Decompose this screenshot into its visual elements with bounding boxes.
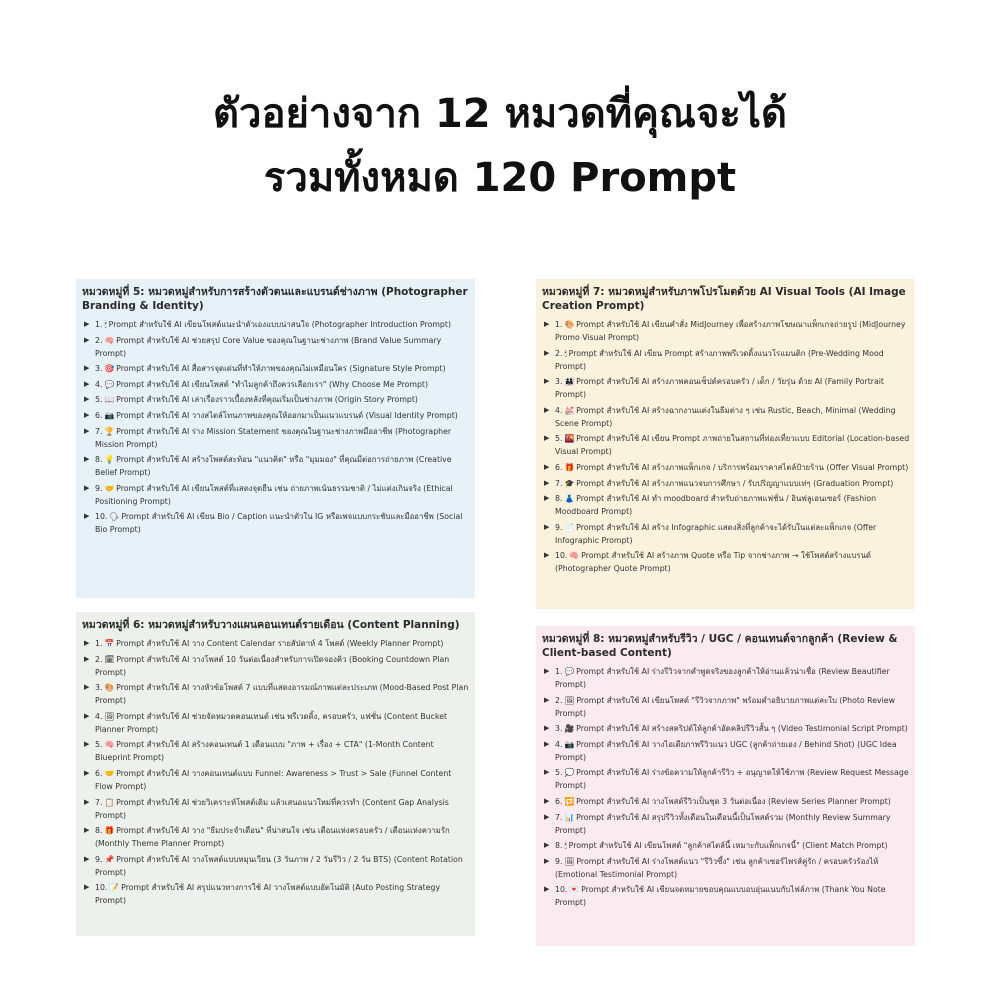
caret-right-icon[interactable]: ▶: [544, 494, 550, 503]
item-number: 1.: [95, 639, 103, 648]
toggle-list-item[interactable]: [80, 653, 471, 679]
item-number: 5.: [555, 768, 563, 778]
item-emoji-icon: 📅: [104, 639, 115, 648]
item-label: Prompt สำหรับใช้ AI วางโพสต์ 10 วันต่อเนื่องสำหรับการเปิดจองคิว (Booking Countdown Plan Prompt): [95, 654, 450, 677]
item-emoji-icon: 🏆: [104, 426, 115, 436]
item-label: Prompt สำหรับใช้ AI เขียนโพสต์ "รีวิวจากภาพ" พร้อมคำอธิบายภาพแต่ละใบ (Photo Review Prompt): [555, 695, 895, 718]
caret-right-icon[interactable]: ▶: [544, 377, 550, 386]
item-number: 1.: [95, 320, 103, 329]
item-number: 3.: [555, 377, 563, 387]
item-text: [95, 767, 471, 793]
caret-right-icon[interactable]: ▶: [84, 711, 90, 720]
category-title: หมวดหมู่ที่ 6: หมวดหมู่สำหรับวางแผนคอนเทนต์รายเดือน (Content Planning): [82, 619, 460, 631]
item-number: 10.: [95, 883, 108, 893]
headline-line-1: ตัวอย่างจาก 12 หมวดที่คุณจะได้: [213, 91, 787, 137]
toggle-list-item[interactable]: [540, 883, 911, 909]
item-text: [95, 425, 471, 451]
toggle-list-item[interactable]: [540, 477, 911, 490]
item-text: [95, 362, 471, 375]
item-text: [555, 492, 911, 518]
caret-right-icon[interactable]: ▶: [84, 426, 90, 435]
toggle-list-item[interactable]: [540, 549, 911, 575]
toggle-list-item[interactable]: [540, 432, 911, 458]
item-text: [555, 461, 911, 474]
item-label: Prompt สำหรับใช้ AI ร่าง Mission Statement ของคุณในฐานะช่างภาพมืออาชีพ (Photographer Mission Prompt): [95, 426, 452, 449]
toggle-list-item[interactable]: [80, 637, 471, 650]
item-text: [555, 404, 911, 430]
item-label: Prompt สำหรับใช้ AI เขียน Prompt สร้างภาพพรีเวดดิ้งแนวโรแมนติก (Pre-Wedding Mood Prompt): [555, 348, 884, 371]
item-emoji-icon: 💡: [104, 455, 115, 465]
item-text: [95, 393, 471, 406]
caret-right-icon[interactable]: ▶: [84, 512, 90, 521]
toggle-list-item[interactable]: [80, 482, 471, 508]
caret-right-icon[interactable]: ▶: [544, 348, 550, 357]
item-text: [95, 824, 471, 850]
toggle-list-item[interactable]: [80, 510, 471, 536]
item-number: 2.: [95, 335, 103, 345]
category-title: หมวดหมู่ที่ 8: หมวดหมู่สำหรับรีวิว / UGC / คอนเทนต์จากลูกค้า (Review & Client-based Content): [542, 633, 898, 659]
caret-right-icon[interactable]: ▶: [544, 885, 550, 894]
item-text: [555, 549, 911, 575]
item-emoji-icon: 🎥: [564, 724, 575, 734]
item-number: 7.: [95, 426, 103, 436]
item-label: Prompt สำหรับใช้ AI เขียนโพสต์ "ลูกค้าสไตล์นี้ เหมาะกับแพ็กเกจนี้" (Client Match Prompt): [568, 841, 888, 851]
item-label: Prompt สำหรับใช้ AI ทำ moodboard สำหรับถ่ายภาพแฟชั่น / อินฟลูเอนเซอร์ (Fashion Moodboard Prompt): [555, 494, 877, 517]
caret-right-icon[interactable]: ▶: [84, 826, 90, 835]
item-number: 4.: [555, 405, 563, 415]
item-text: [95, 637, 471, 650]
item-label: Prompt สำหรับใช้ AI สร้างภาพคอนเซ็ปต์ครอบครัว / เด็ก / วัยรุ่น ด้วย AI (Family Portrait Prompt): [555, 377, 884, 400]
item-number: 9.: [555, 522, 563, 532]
item-emoji-icon: 🎁: [104, 826, 115, 836]
item-emoji-icon: 🖼: [564, 695, 575, 705]
item-number: 2.: [95, 654, 103, 664]
item-label: Prompt สำหรับใช้ AI สรุปแนวทางการใช้ AI วางโพสต์แบบอัตโนมัติ (Auto Posting Strategy Prompt): [95, 883, 441, 906]
toggle-list-item[interactable]: [80, 767, 471, 793]
toggle-list-item[interactable]: [540, 347, 911, 373]
item-text: [95, 738, 471, 764]
item-emoji-icon: 🔁: [564, 796, 575, 806]
caret-right-icon[interactable]: ▶: [84, 483, 90, 492]
item-emoji-icon: 📝: [109, 883, 120, 893]
item-text: [555, 738, 911, 764]
toggle-list-item[interactable]: [80, 334, 471, 360]
toggle-list-item[interactable]: [540, 811, 911, 837]
caret-right-icon[interactable]: ▶: [544, 478, 550, 487]
item-emoji-icon: 🕯: [564, 348, 567, 358]
caret-right-icon[interactable]: ▶: [84, 320, 90, 328]
item-number: 10.: [555, 885, 568, 895]
toggle-list-item[interactable]: [80, 378, 471, 391]
item-number: 8.: [555, 841, 563, 851]
caret-right-icon[interactable]: ▶: [544, 739, 550, 748]
item-label: Prompt สำหรับใช้ AI เขียนคำสั่ง MidJourney เพื่อสร้างภาพโฆษณาแพ็กเกจถ่ายรูป (MidJourney Promo Visual Prompt): [555, 320, 906, 342]
item-label: Prompt สำหรับใช้ AI วาง "ธีมประจำเดือน" ที่น่าสนใจ เช่น เดือนแห่งครอบครัว / เดือนแห่งความรัก (Monthly Theme Planner Prompt): [95, 826, 450, 849]
item-emoji-icon: 🧠: [104, 740, 115, 750]
item-text: [95, 710, 471, 736]
item-number: 9.: [555, 856, 563, 866]
toggle-list-item[interactable]: [80, 796, 471, 822]
item-text: [555, 521, 911, 547]
caret-right-icon[interactable]: ▶: [84, 455, 90, 464]
item-label: Prompt สำหรับใช้ AI เขียนโพสต์ "ทำไมลูกค้าถึงควรเลือกเรา" (Why Choose Me Prompt): [116, 379, 429, 389]
item-label: Prompt สำหรับใช้ AI เขียนโพสต์ที่แสดงจุดยืน เช่น ถ่ายภาพเน้นธรรมชาติ / ไม่แต่งเกินจริง (Ethical Positioning Prompt): [95, 483, 453, 506]
item-text: [95, 853, 471, 879]
item-number: 6.: [555, 796, 563, 806]
item-number: 7.: [555, 812, 563, 822]
item-emoji-icon: 📄: [564, 522, 575, 532]
toggle-list-item[interactable]: [540, 855, 911, 881]
item-text: [95, 378, 471, 391]
item-text: [555, 811, 911, 837]
item-number: 4.: [95, 379, 103, 389]
item-text: [95, 453, 471, 479]
toggle-list-item[interactable]: [80, 681, 471, 707]
item-number: 2.: [555, 348, 563, 358]
caret-right-icon[interactable]: ▶: [84, 379, 90, 388]
caret-right-icon[interactable]: ▶: [544, 522, 550, 531]
item-text: [555, 883, 911, 909]
item-number: 3.: [95, 683, 103, 693]
item-label: Prompt สำหรับใช้ AI สร้างภาพ Quote หรือ Tip จากช่างภาพ → ใช้โพสต์สร้างแบรนด์ (Photographer Quote Prompt): [555, 551, 871, 574]
toggle-list-item[interactable]: [540, 795, 911, 808]
category-card: [536, 279, 915, 609]
category-card: [76, 612, 475, 936]
item-label: Prompt สำหรับใช้ AI สื่อสารจุดเด่นที่ทำให้ภาพของคุณไม่เหมือนใคร (Signature Style Prompt): [116, 364, 446, 374]
item-emoji-icon: 📌: [104, 854, 115, 864]
caret-right-icon[interactable]: ▶: [544, 724, 550, 733]
item-emoji-icon: 👨‍👩‍👧: [564, 377, 575, 387]
item-number: 4.: [555, 739, 563, 749]
item-label: Prompt สำหรับใช้ AI ร่างข้อความให้ลูกค้ารีวิว + อนุญาตให้ใช้ภาพ (Review Request Message Prompt): [555, 768, 909, 791]
item-emoji-icon: 🖼: [564, 856, 575, 866]
item-number: 7.: [555, 478, 563, 488]
caret-right-icon[interactable]: ▶: [84, 654, 90, 663]
caret-right-icon[interactable]: ▶: [544, 841, 550, 850]
item-text: [95, 482, 471, 508]
item-label: Prompt สำหรับใช้ AI เขียนจดหมายขอบคุณแบบอบอุ่นแนบกับไฟล์ภาพ (Thank You Note Prompt): [555, 885, 886, 908]
toggle-list-item[interactable]: [540, 404, 911, 430]
item-number: 5.: [95, 740, 103, 750]
item-emoji-icon: 👗: [564, 494, 575, 504]
item-label: Prompt สำหรับใช้ AI วางสไตล์โทนภาพของคุณให้ออกมาเป็นแนวแบรนด์ (Visual Identity Prompt): [116, 410, 458, 420]
toggle-list-item[interactable]: [80, 318, 471, 331]
category-card: [536, 626, 915, 946]
caret-right-icon[interactable]: ▶: [84, 854, 90, 863]
item-text: [555, 855, 911, 881]
toggle-list-item[interactable]: [540, 665, 911, 691]
item-label: Prompt สำหรับใช้ AI สร้าง Infographic แสดงสิ่งที่ลูกค้าจะได้รับในแต่ละแพ็กเกจ (Offer Infographic Prompt): [555, 522, 877, 545]
item-number: 8.: [95, 455, 103, 465]
item-emoji-icon: 🎨: [104, 683, 115, 693]
item-number: 5.: [555, 434, 563, 444]
item-text: [95, 796, 471, 822]
caret-right-icon[interactable]: ▶: [544, 434, 550, 443]
item-text: [95, 653, 471, 679]
item-text: [95, 318, 471, 331]
toggle-list-item[interactable]: [540, 461, 911, 474]
caret-right-icon[interactable]: ▶: [84, 883, 90, 892]
caret-right-icon[interactable]: ▶: [544, 768, 550, 777]
item-label: Prompt สำหรับใช้ AI สรุปรีวิวทั้งเดือนในเดือนนี้เป็นโพสต์รวม (Monthly Review Summary Prompt): [555, 812, 891, 835]
item-text: [95, 409, 471, 422]
caret-right-icon[interactable]: ▶: [544, 551, 550, 560]
item-text: [555, 347, 911, 373]
caret-right-icon[interactable]: ▶: [84, 797, 90, 806]
item-emoji-icon: 💌: [569, 885, 580, 895]
item-emoji-icon: 💒: [564, 405, 575, 415]
item-emoji-icon: 🌇: [564, 434, 575, 444]
item-number: 6.: [555, 462, 563, 472]
toggle-list-item[interactable]: [540, 375, 911, 401]
item-emoji-icon: 🎓: [564, 478, 575, 488]
item-emoji-icon: 🎁: [564, 462, 575, 472]
item-emoji-icon: 💭: [564, 768, 575, 778]
toggle-list-item[interactable]: [80, 453, 471, 479]
item-number: 9.: [95, 854, 103, 864]
caret-right-icon[interactable]: ▶: [544, 695, 550, 704]
item-emoji-icon: 📊: [564, 812, 575, 822]
item-label: Prompt สำหรับใช้ AI สร้างสคริปต์ให้ลูกค้าอัดคลิปรีวิวสั้น ๆ (Video Testimonial Script Prompt): [576, 724, 908, 734]
item-emoji-icon: 🗓: [104, 654, 115, 664]
item-text: [555, 432, 911, 458]
item-number: 10.: [555, 551, 568, 561]
item-emoji-icon: 🎨: [564, 320, 575, 329]
item-text: [555, 375, 911, 401]
item-label: Prompt สำหรับใช้ AI วางโพสต์รีวิวเป็นชุด 3 วันต่อเนื่อง (Review Series Planner Prompt): [576, 796, 891, 806]
caret-right-icon[interactable]: ▶: [544, 405, 550, 414]
item-label: Prompt สำหรับใช้ AI เขียน Bio / Caption แนะนำตัวใน IG หรือเพจแบบกระชับและมืออาชีพ (Social Bio Prompt): [95, 512, 463, 535]
item-label: Prompt สำหรับใช้ AI สร้างภาพแนวจบการศึกษา / รับปริญญาแบบเท่ๆ (Graduation Prompt): [576, 478, 894, 488]
toggle-list-item[interactable]: [80, 710, 471, 736]
item-text: [95, 681, 471, 707]
item-emoji-icon: 💬: [104, 379, 115, 389]
item-emoji-icon: 🕯: [564, 841, 567, 851]
item-text: [555, 477, 911, 490]
item-label: Prompt สำหรับใช้ AI ช่วยจัดหมวดคอนเทนต์ เช่น พรีเวดดิ้ง, ครอบครัว, แฟชั่น (Content Bucket Planner Prompt): [95, 711, 448, 734]
item-label: Prompt สำหรับใช้ AI เขียนโพสต์แนะนำตัวเองแบบน่าสนใจ (Photographer Introduction Prompt): [108, 320, 451, 329]
item-emoji-icon: 🧠: [104, 335, 115, 345]
toggle-list-item[interactable]: [540, 839, 911, 852]
item-label: Prompt สำหรับใช้ AI ช่วยวิเคราะห์โพสต์เดิม แล้วเสนอแนวใหม่ที่ควรทำ (Content Gap Analysis Prompt): [95, 797, 449, 820]
item-text: [95, 510, 471, 536]
caret-right-icon[interactable]: ▶: [544, 856, 550, 865]
item-label: Prompt สำหรับใช้ AI สร้างโพสต์สะท้อน "แนวคิด" หรือ "มุมมอง" ที่คุณมีต่อการถ่ายภาพ (Creative Belief Prompt): [95, 455, 452, 478]
item-emoji-icon: 📷: [564, 739, 575, 749]
item-text: [555, 694, 911, 720]
item-emoji-icon: 🤝: [104, 768, 115, 778]
caret-right-icon[interactable]: ▶: [544, 796, 550, 805]
caret-right-icon[interactable]: ▶: [84, 768, 90, 777]
caret-right-icon[interactable]: ▶: [544, 667, 550, 675]
item-label: Prompt สำหรับใช้ AI วางไอเดียภาพรีวิวแนว UGC (ลูกค้าถ่ายเอง / Behind Shot) (UGC Idea Prompt): [555, 739, 897, 762]
item-number: 4.: [95, 711, 103, 721]
item-number: 5.: [95, 395, 103, 405]
item-text: [555, 318, 911, 344]
item-number: 7.: [95, 797, 103, 807]
item-number: 6.: [95, 768, 103, 778]
item-label: Prompt สำหรับใช้ AI เล่าเรื่องราวเบื้องหลังที่คุณเริ่มเป็นช่างภาพ (Origin Story Prompt): [116, 395, 418, 405]
item-label: Prompt สำหรับใช้ AI ร่างโพสต์แนว "รีวิวซึ้ง" เช่น ลูกค้าเซอร์ไพรส์คู่รัก / ครอบครัวร้องไห้ (Emotional Testimonial Prompt): [555, 856, 879, 879]
toggle-list-item[interactable]: [80, 425, 471, 451]
item-number: 8.: [555, 494, 563, 504]
caret-right-icon[interactable]: ▶: [84, 683, 90, 692]
caret-right-icon[interactable]: ▶: [544, 812, 550, 821]
item-emoji-icon: 📋: [104, 797, 115, 807]
toggle-list-item[interactable]: [540, 722, 911, 735]
toggle-list-item[interactable]: [540, 492, 911, 518]
item-number: 1.: [555, 320, 563, 329]
caret-right-icon[interactable]: ▶: [84, 364, 90, 373]
caret-right-icon[interactable]: ▶: [84, 410, 90, 419]
item-text: [95, 334, 471, 360]
headline: [0, 82, 1000, 210]
toggle-list-item[interactable]: [540, 738, 911, 764]
item-text: [555, 766, 911, 792]
item-label: Prompt สำหรับใช้ AI วางโพสต์แบบหมุนเวียน (3 วันภาพ / 2 วันรีวิว / 2 วัน BTS) (Content Rotation Prompt): [95, 854, 463, 877]
toggle-list-item[interactable]: [540, 766, 911, 792]
item-label: Prompt สำหรับใช้ AI เขียน Prompt ภาพถ่ายในสถานที่ท่องเที่ยวแบบ Editorial (Location-based Visual Prompt): [555, 434, 910, 457]
item-text: [555, 839, 911, 852]
headline-line-2: รวมทั้งหมด 120 Prompt: [263, 155, 737, 201]
toggle-list-item[interactable]: [540, 521, 911, 547]
item-text: [555, 665, 911, 691]
item-text: [95, 881, 471, 907]
item-label: Prompt สำหรับใช้ AI สร้างคอนเทนต์ 1 เดือนแบบ "ภาพ + เรื่อง + CTA" (1-Month Content Blueprint Prompt): [95, 740, 434, 763]
caret-right-icon[interactable]: ▶: [544, 320, 550, 328]
caret-right-icon[interactable]: ▶: [84, 395, 90, 404]
item-label: Prompt สำหรับใช้ AI วาง Content Calendar รายสัปดาห์ 4 โพสต์ (Weekly Planner Prompt): [116, 639, 444, 648]
category-card: [76, 279, 475, 598]
item-label: Prompt สำหรับใช้ AI ช่วยสรุป Core Value ของคุณในฐานะช่างภาพ (Brand Value Summary Prompt): [95, 335, 442, 358]
item-emoji-icon: 💬: [564, 667, 575, 676]
item-label: Prompt สำหรับใช้ AI สร้างภาพแพ็กเกจ / บริการพร้อมราคาสไตล์ป้ายร้าน (Offer Visual Prompt): [576, 462, 909, 472]
toggle-list-item[interactable]: [80, 409, 471, 422]
caret-right-icon[interactable]: ▶: [84, 740, 90, 749]
item-number: 8.: [95, 826, 103, 836]
item-number: 10.: [95, 512, 108, 522]
item-number: 6.: [95, 410, 103, 420]
toggle-list-item[interactable]: [80, 393, 471, 406]
item-number: 9.: [95, 483, 103, 493]
caret-right-icon[interactable]: ▶: [84, 335, 90, 344]
item-emoji-icon: 📷: [104, 410, 115, 420]
item-number: 2.: [555, 695, 563, 705]
item-emoji-icon: 🤝: [104, 483, 115, 493]
item-emoji-icon: 🎯: [104, 364, 115, 374]
item-emoji-icon: 📖: [104, 395, 115, 405]
item-emoji-icon: 🕯: [104, 320, 107, 329]
toggle-list-item[interactable]: [80, 853, 471, 879]
item-label: Prompt สำหรับใช้ AI วางหัวข้อโพสต์ 7 แบบที่แสดงอารมณ์ภาพแต่ละประเภท (Mood-Based Post Plan Prompt): [95, 683, 469, 706]
item-label: Prompt สำหรับใช้ AI วางคอนเทนต์แบบ Funnel: Awareness > Trust > Sale (Funnel Content Flow Prompt): [95, 768, 452, 791]
item-emoji-icon: 🖼: [104, 711, 115, 721]
item-number: 3.: [555, 724, 563, 734]
toggle-list-item[interactable]: [80, 738, 471, 764]
item-text: [555, 722, 911, 735]
item-label: Prompt สำหรับใช้ AI สร้างฉากงานแต่งในธีมต่าง ๆ เช่น Rustic, Beach, Minimal (Wedding Scene Prompt): [555, 405, 896, 428]
toggle-list-item[interactable]: [80, 824, 471, 850]
item-emoji-icon: 🧠: [569, 551, 580, 561]
item-text: [555, 795, 911, 808]
item-emoji-icon: 🗣: [109, 512, 120, 522]
item-label: Prompt สำหรับใช้ AI ร่างรีวิวจากคำพูดจริงของลูกค้าให้อ่านแล้วน่าเชื่อ (Review Beautifier Prompt): [555, 667, 890, 689]
caret-right-icon[interactable]: ▶: [84, 639, 90, 647]
category-title: หมวดหมู่ที่ 7: หมวดหมู่สำหรับภาพโปรโมตด้วย AI Visual Tools (AI Image Creation Prompt): [542, 286, 906, 312]
caret-right-icon[interactable]: ▶: [544, 462, 550, 471]
toggle-list-item[interactable]: [540, 318, 911, 344]
category-title: หมวดหมู่ที่ 5: หมวดหมู่สำหรับการสร้างตัวตนและแบรนด์ช่างภาพ (Photographer Branding & Identity): [82, 286, 468, 312]
item-number: 3.: [95, 364, 103, 374]
toggle-list-item[interactable]: [540, 694, 911, 720]
item-number: 1.: [555, 667, 563, 676]
toggle-list-item[interactable]: [80, 881, 471, 907]
toggle-list-item[interactable]: [80, 362, 471, 375]
